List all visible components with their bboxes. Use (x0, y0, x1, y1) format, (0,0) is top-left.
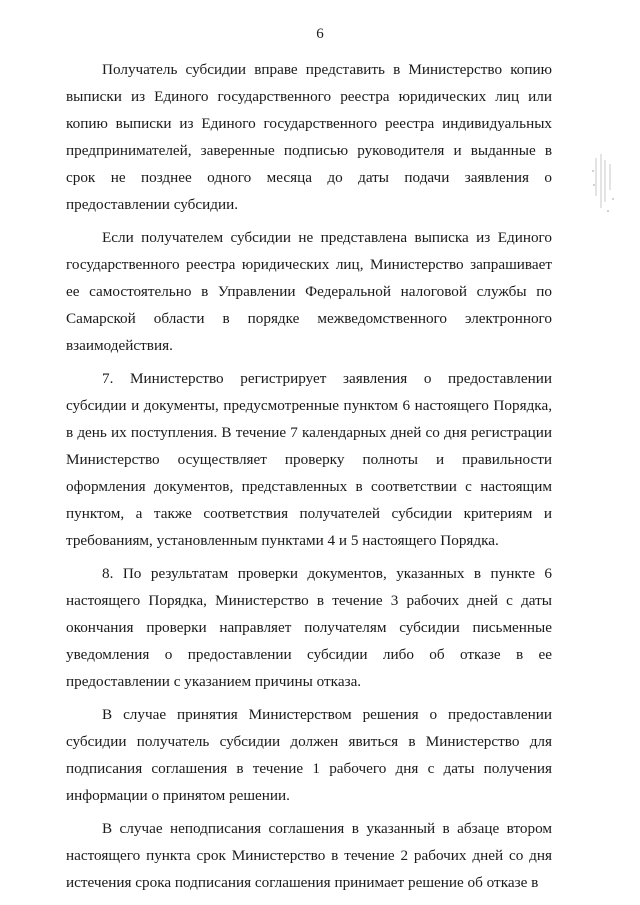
paragraph-ministry-request: Если получателем субсидии не представлена выписка из Единого государственного реестра юридических лиц, Министерство запрашивает ее самостоятельно в Управлении Федеральной налоговой службы по Самарской области в порядке межведомственного электронного взаимодействия. (66, 229, 552, 354)
page-number: 6 (316, 26, 324, 42)
paragraph-item-7: 7. Министерство регистрирует заявления о предоставлении субсидии и документы, предусмотренные пунктом 6 настоящего Порядка, в день их поступления. В течение 7 календарных дней со дня регистрации Министерство осуществляет проверку полноты и правильности оформления документов, представленных в соответствии с настоящим пунктом, а также соответствия получателей субсидии критериям и требованиям, установленным пунктами 4 и 5 настоящего Порядка. (66, 370, 552, 549)
document-body (66, 56, 552, 896)
scan-artifact (590, 150, 616, 220)
paragraph-non-signing: В случае неподписания соглашения в указанный в абзаце втором настоящего пункта срок Министерство в течение 2 рабочих дней со дня истечения срока подписания соглашения принимает решение об отказе в (66, 820, 552, 891)
paragraph-item-8: 8. По результатам проверки документов, указанных в пункте 6 настоящего Порядка, Министерство в течение 3 рабочих дней с даты окончания проверки направляет получателям субсидии письменные уведомления о предоставлении субсидии либо об отказе в ее предоставлении с указанием причины отказа. (66, 565, 552, 690)
paragraph-agreement-signing: В случае принятия Министерством решения о предоставлении субсидии получатель субсидии должен явиться в Министерство для подписания соглашения в течение 1 рабочего дня с даты получения информации о принятом решении. (66, 706, 552, 804)
paragraph-egrul-extract: Получатель субсидии вправе представить в Министерство копию выписки из Единого государственного реестра юридических лиц или копию выписки из Единого государственного реестра индивидуальных предпринимателей, заверенные подписью руководителя и выданные в срок не позднее одного месяца до даты подачи заявления о предоставлении субсидии. (66, 61, 552, 213)
